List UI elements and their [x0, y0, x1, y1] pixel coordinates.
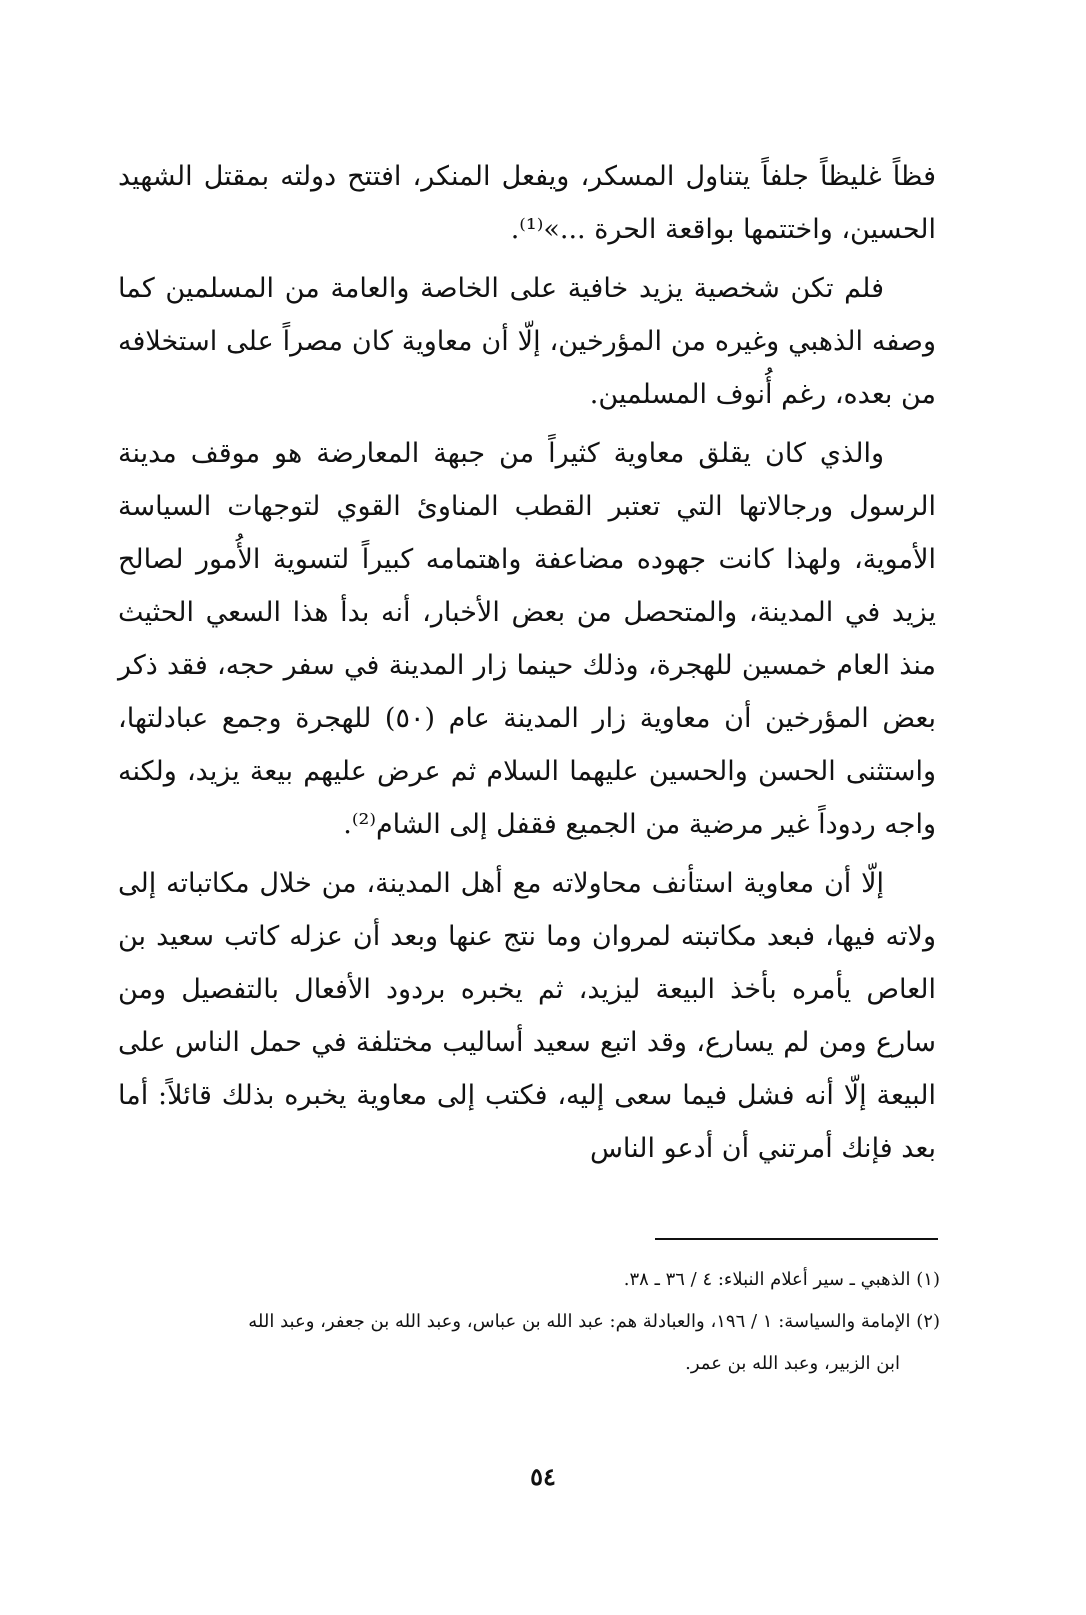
paragraph-2: فلم تكن شخصية يزيد خافية على الخاصة والعامة من المسلمين كما وصفه الذهبي وغيره من المؤرخين، إلّا أن معاوية كان مصراً على استخلافه من بعده، رغم أُنوف المسلمين.	[118, 273, 936, 410]
paragraph-3: والذي كان يقلق معاوية كثيراً من جبهة المعارضة هو موقف مدينة الرسول ورجالاتها التي تعتبر القطب المناوئ القوي لتوجهات السياسة الأموية، ولهذا كانت جهوده مضاعفة واهتمامه كبيراً لتسوية الأُمور لصالح يزيد في المدينة، والمتحصل من بعض الأخبار، أنه بدأ هذا السعي الحثيث منذ العام خمسين للهجرة، وذلك حينما زار المدينة في سفر حجه، فقد ذكر بعض المؤرخين أن معاوية زار المدينة عام (٥٠) للهجرة وجمع عبادلتها، واستثنى الحسن والحسين عليهما السلام ثم عرض عليهم بيعة يزيد، ولكنه واجه ردوداً غير مرضية من الجميع فقفل إلى الشام⁽²⁾.	[118, 438, 937, 840]
paragraph-4: إلّا أن معاوية استأنف محاولاته مع أهل المدينة، من خلال مكاتباته إلى ولاته فيها، فبعد مكاتبته لمروان وما نتج عنها وبعد أن عزله كاتب سعيد بن العاص يأمره بأخذ البيعة ليزيد، ثم يخبره بردود الأفعال بالتفصيل ومن سارع ومن لم يسارع، وقد اتبع سعيد أساليب مختلفة في حمل الناس على البيعة إلّا أنه فشل فيما سعى إليه، فكتب إلى معاوية يخبره بذلك قائلاً: أما بعد فإنك أمرتني أن أدعو الناس	[118, 868, 936, 1164]
footnote-1: (١) الذهبي ـ سير أعلام النبلاء: ٤ / ٣٦ ـ ٣٨.	[623, 1269, 940, 1290]
footnote-2-continuation: ابن الزبير، وعبد الله بن عمر.	[685, 1353, 900, 1374]
footnote-2: (٢) الإمامة والسياسة: ١ / ١٩٦، والعبادلة هم: عبد الله بن عباس، وعبد الله بن جعفر، وعبد الله	[248, 1311, 940, 1332]
footnote-divider	[655, 1238, 938, 1240]
paragraph-1: فظاً غليظاً جلفاً يتناول المسكر، ويفعل المنكر، افتتح دولته بمقتل الشهيد الحسين، واختتمها بواقعة الحرة ...»⁽¹⁾.	[118, 161, 936, 245]
main-text	[118, 150, 936, 1181]
page-number: ٥٤	[530, 1462, 556, 1491]
footnotes	[118, 1262, 940, 1388]
